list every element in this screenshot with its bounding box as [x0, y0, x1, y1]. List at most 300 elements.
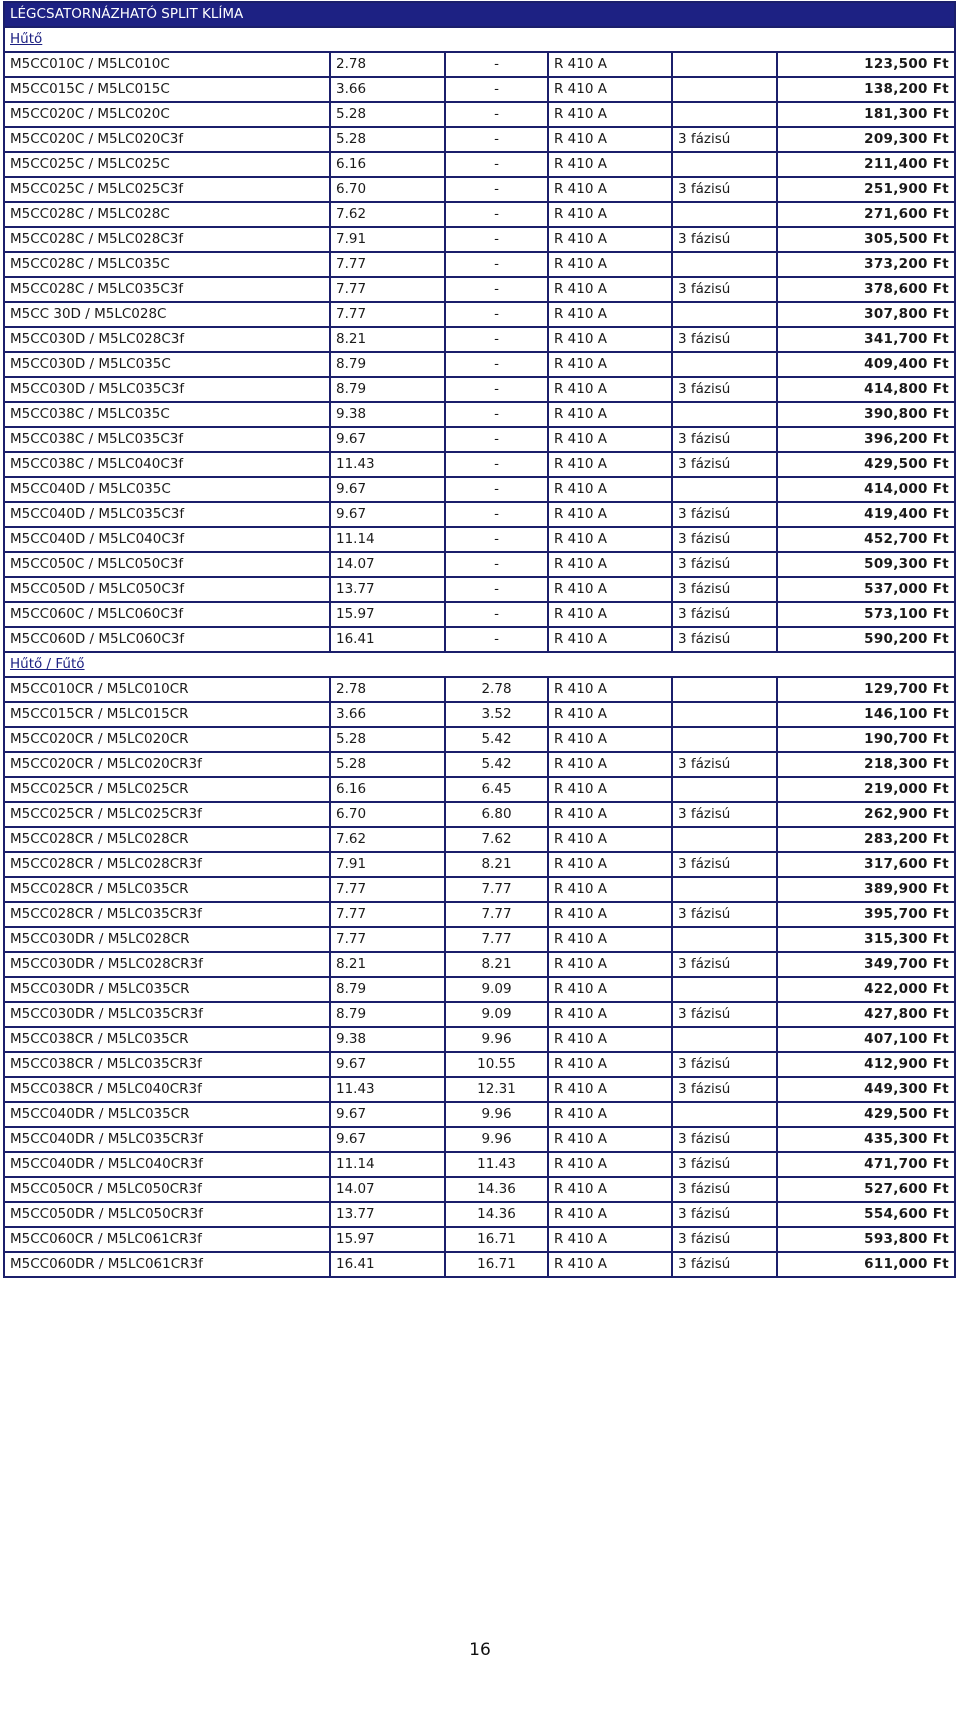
- refrigerant-cell: R 410 A: [548, 427, 672, 452]
- table-row: [4, 702, 955, 727]
- model-cell: M5CC020C / M5LC020C: [4, 102, 330, 127]
- table-row: [4, 902, 955, 927]
- cooling-capacity-cell: 7.77: [330, 902, 445, 927]
- cooling-capacity-cell: 8.21: [330, 952, 445, 977]
- heating-capacity-cell: 16.71: [445, 1227, 548, 1252]
- price-cell: 414,000 Ft: [777, 477, 955, 502]
- refrigerant-cell: R 410 A: [548, 1152, 672, 1177]
- model-cell: M5CC040D / M5LC035C: [4, 477, 330, 502]
- heating-capacity-cell: -: [445, 177, 548, 202]
- heating-capacity-cell: -: [445, 227, 548, 252]
- heating-capacity-cell: -: [445, 577, 548, 602]
- refrigerant-cell: R 410 A: [548, 252, 672, 277]
- table-row: [4, 727, 955, 752]
- cooling-capacity-cell: 9.67: [330, 1102, 445, 1127]
- heating-capacity-cell: -: [445, 302, 548, 327]
- phase-cell: 3 fázisú: [672, 952, 777, 977]
- model-cell: M5CC025CR / M5LC025CR: [4, 777, 330, 802]
- price-cell: 271,600 Ft: [777, 202, 955, 227]
- model-cell: M5CC030DR / M5LC035CR: [4, 977, 330, 1002]
- table-row: [4, 1227, 955, 1252]
- table-row: [4, 52, 955, 77]
- cooling-capacity-cell: 2.78: [330, 52, 445, 77]
- table-row: [4, 577, 955, 602]
- model-cell: M5CC060DR / M5LC061CR3f: [4, 1252, 330, 1277]
- table-row: [4, 827, 955, 852]
- cooling-capacity-cell: 14.07: [330, 552, 445, 577]
- cooling-capacity-cell: 9.67: [330, 427, 445, 452]
- model-cell: M5CC038C / M5LC040C3f: [4, 452, 330, 477]
- phase-cell: [672, 477, 777, 502]
- refrigerant-cell: R 410 A: [548, 1127, 672, 1152]
- phase-cell: 3 fázisú: [672, 852, 777, 877]
- price-cell: 590,200 Ft: [777, 627, 955, 652]
- refrigerant-cell: R 410 A: [548, 302, 672, 327]
- refrigerant-cell: R 410 A: [548, 1227, 672, 1252]
- price-cell: 422,000 Ft: [777, 977, 955, 1002]
- table-row: [4, 402, 955, 427]
- section-header-row: [4, 652, 955, 677]
- phase-cell: 3 fázisú: [672, 1202, 777, 1227]
- cooling-capacity-cell: 8.79: [330, 977, 445, 1002]
- refrigerant-cell: R 410 A: [548, 527, 672, 552]
- phase-cell: [672, 1027, 777, 1052]
- price-cell: 554,600 Ft: [777, 1202, 955, 1227]
- cooling-capacity-cell: 11.14: [330, 527, 445, 552]
- phase-cell: 3 fázisú: [672, 227, 777, 252]
- price-cell: 123,500 Ft: [777, 52, 955, 77]
- refrigerant-cell: R 410 A: [548, 102, 672, 127]
- cooling-capacity-cell: 8.79: [330, 352, 445, 377]
- phase-cell: [672, 152, 777, 177]
- heating-capacity-cell: -: [445, 127, 548, 152]
- phase-cell: 3 fázisú: [672, 552, 777, 577]
- table-row: [4, 1202, 955, 1227]
- table-row: [4, 502, 955, 527]
- table-row: [4, 1177, 955, 1202]
- refrigerant-cell: R 410 A: [548, 352, 672, 377]
- phase-cell: 3 fázisú: [672, 1077, 777, 1102]
- phase-cell: [672, 1102, 777, 1127]
- refrigerant-cell: R 410 A: [548, 1077, 672, 1102]
- cooling-capacity-cell: 9.38: [330, 402, 445, 427]
- table-row: [4, 452, 955, 477]
- cooling-capacity-cell: 6.70: [330, 802, 445, 827]
- heating-capacity-cell: 12.31: [445, 1077, 548, 1102]
- phase-cell: 3 fázisú: [672, 277, 777, 302]
- table-row: [4, 152, 955, 177]
- phase-cell: [672, 877, 777, 902]
- cooling-capacity-cell: 7.91: [330, 852, 445, 877]
- phase-cell: 3 fázisú: [672, 1177, 777, 1202]
- phase-cell: 3 fázisú: [672, 602, 777, 627]
- refrigerant-cell: R 410 A: [548, 127, 672, 152]
- table-row: [4, 1152, 955, 1177]
- price-cell: 190,700 Ft: [777, 727, 955, 752]
- cooling-capacity-cell: 13.77: [330, 1202, 445, 1227]
- model-cell: M5CC025C / M5LC025C: [4, 152, 330, 177]
- cooling-capacity-cell: 5.28: [330, 127, 445, 152]
- heating-capacity-cell: 8.21: [445, 952, 548, 977]
- heating-capacity-cell: 14.36: [445, 1177, 548, 1202]
- cooling-capacity-cell: 3.66: [330, 702, 445, 727]
- refrigerant-cell: R 410 A: [548, 177, 672, 202]
- phase-cell: [672, 402, 777, 427]
- model-cell: M5CC040DR / M5LC035CR: [4, 1102, 330, 1127]
- cooling-capacity-cell: 9.67: [330, 1052, 445, 1077]
- price-cell: 146,100 Ft: [777, 702, 955, 727]
- cooling-capacity-cell: 5.28: [330, 752, 445, 777]
- table-row: [4, 1052, 955, 1077]
- refrigerant-cell: R 410 A: [548, 802, 672, 827]
- refrigerant-cell: R 410 A: [548, 202, 672, 227]
- refrigerant-cell: R 410 A: [548, 477, 672, 502]
- cooling-capacity-cell: 7.77: [330, 927, 445, 952]
- heating-capacity-cell: 5.42: [445, 727, 548, 752]
- model-cell: M5CC030D / M5LC028C3f: [4, 327, 330, 352]
- phase-cell: 3 fázisú: [672, 802, 777, 827]
- table-row: [4, 177, 955, 202]
- table-row: [4, 677, 955, 702]
- heating-capacity-cell: -: [445, 602, 548, 627]
- heating-capacity-cell: -: [445, 202, 548, 227]
- table-row: [4, 927, 955, 952]
- price-cell: 262,900 Ft: [777, 802, 955, 827]
- heating-capacity-cell: 16.71: [445, 1252, 548, 1277]
- phase-cell: 3 fázisú: [672, 752, 777, 777]
- table-row: [4, 1002, 955, 1027]
- price-cell: 341,700 Ft: [777, 327, 955, 352]
- heating-capacity-cell: -: [445, 627, 548, 652]
- cooling-capacity-cell: 3.66: [330, 77, 445, 102]
- heating-capacity-cell: 9.96: [445, 1102, 548, 1127]
- table-row: [4, 952, 955, 977]
- table-row: [4, 852, 955, 877]
- heating-capacity-cell: 6.80: [445, 802, 548, 827]
- table-row: [4, 127, 955, 152]
- refrigerant-cell: R 410 A: [548, 1027, 672, 1052]
- heating-capacity-cell: -: [445, 427, 548, 452]
- price-cell: 611,000 Ft: [777, 1252, 955, 1277]
- heating-capacity-cell: 9.09: [445, 977, 548, 1002]
- model-cell: M5CC060C / M5LC060C3f: [4, 602, 330, 627]
- model-cell: M5CC010C / M5LC010C: [4, 52, 330, 77]
- cooling-capacity-cell: 11.14: [330, 1152, 445, 1177]
- model-cell: M5CC030DR / M5LC028CR3f: [4, 952, 330, 977]
- refrigerant-cell: R 410 A: [548, 452, 672, 477]
- price-cell: 593,800 Ft: [777, 1227, 955, 1252]
- phase-cell: [672, 77, 777, 102]
- model-cell: M5CC025C / M5LC025C3f: [4, 177, 330, 202]
- model-cell: M5CC028C / M5LC035C3f: [4, 277, 330, 302]
- table-row: [4, 802, 955, 827]
- heating-capacity-cell: -: [445, 452, 548, 477]
- heating-capacity-cell: 8.21: [445, 852, 548, 877]
- table-row: [4, 1102, 955, 1127]
- heating-capacity-cell: -: [445, 77, 548, 102]
- table-row: [4, 427, 955, 452]
- cooling-capacity-cell: 13.77: [330, 577, 445, 602]
- heating-capacity-cell: 9.09: [445, 1002, 548, 1027]
- price-cell: 429,500 Ft: [777, 452, 955, 477]
- cooling-capacity-cell: 11.43: [330, 1077, 445, 1102]
- heating-capacity-cell: -: [445, 377, 548, 402]
- phase-cell: 3 fázisú: [672, 627, 777, 652]
- price-cell: 390,800 Ft: [777, 402, 955, 427]
- model-cell: M5CC028C / M5LC028C3f: [4, 227, 330, 252]
- price-cell: 317,600 Ft: [777, 852, 955, 877]
- phase-cell: 3 fázisú: [672, 452, 777, 477]
- heating-capacity-cell: -: [445, 52, 548, 77]
- cooling-capacity-cell: 7.62: [330, 202, 445, 227]
- table-row: [4, 1027, 955, 1052]
- price-cell: 527,600 Ft: [777, 1177, 955, 1202]
- price-cell: 378,600 Ft: [777, 277, 955, 302]
- phase-cell: 3 fázisú: [672, 1252, 777, 1277]
- model-cell: M5CC050DR / M5LC050CR3f: [4, 1202, 330, 1227]
- phase-cell: [672, 202, 777, 227]
- cooling-capacity-cell: 7.62: [330, 827, 445, 852]
- model-cell: M5CC028C / M5LC028C: [4, 202, 330, 227]
- price-cell: 427,800 Ft: [777, 1002, 955, 1027]
- phase-cell: 3 fázisú: [672, 902, 777, 927]
- table-row: [4, 1077, 955, 1102]
- heating-capacity-cell: -: [445, 102, 548, 127]
- phase-cell: 3 fázisú: [672, 1127, 777, 1152]
- cooling-capacity-cell: 6.16: [330, 152, 445, 177]
- heating-capacity-cell: 7.62: [445, 827, 548, 852]
- price-cell: 307,800 Ft: [777, 302, 955, 327]
- phase-cell: 3 fázisú: [672, 502, 777, 527]
- price-cell: 138,200 Ft: [777, 77, 955, 102]
- table-row: [4, 352, 955, 377]
- price-cell: 414,800 Ft: [777, 377, 955, 402]
- heating-capacity-cell: -: [445, 477, 548, 502]
- phase-cell: [672, 827, 777, 852]
- heating-capacity-cell: -: [445, 352, 548, 377]
- phase-cell: 3 fázisú: [672, 1002, 777, 1027]
- price-cell: 449,300 Ft: [777, 1077, 955, 1102]
- price-table: [3, 1, 956, 1278]
- table-row: [4, 302, 955, 327]
- model-cell: M5CC015CR / M5LC015CR: [4, 702, 330, 727]
- refrigerant-cell: R 410 A: [548, 752, 672, 777]
- model-cell: M5CC040DR / M5LC035CR3f: [4, 1127, 330, 1152]
- section-title: Hűtő / Fűtő: [4, 652, 955, 677]
- heating-capacity-cell: 7.77: [445, 902, 548, 927]
- heating-capacity-cell: -: [445, 402, 548, 427]
- title-row: [4, 2, 955, 27]
- model-cell: M5CC010CR / M5LC010CR: [4, 677, 330, 702]
- price-cell: 509,300 Ft: [777, 552, 955, 577]
- refrigerant-cell: R 410 A: [548, 502, 672, 527]
- price-cell: 419,400 Ft: [777, 502, 955, 527]
- phase-cell: 3 fázisú: [672, 327, 777, 352]
- phase-cell: 3 fázisú: [672, 1227, 777, 1252]
- price-cell: 429,500 Ft: [777, 1102, 955, 1127]
- refrigerant-cell: R 410 A: [548, 402, 672, 427]
- heating-capacity-cell: -: [445, 252, 548, 277]
- price-cell: 407,100 Ft: [777, 1027, 955, 1052]
- heating-capacity-cell: 14.36: [445, 1202, 548, 1227]
- refrigerant-cell: R 410 A: [548, 977, 672, 1002]
- phase-cell: 3 fázisú: [672, 1052, 777, 1077]
- phase-cell: [672, 252, 777, 277]
- phase-cell: [672, 677, 777, 702]
- model-cell: M5CC038C / M5LC035C3f: [4, 427, 330, 452]
- model-cell: M5CC028C / M5LC035C: [4, 252, 330, 277]
- price-cell: 396,200 Ft: [777, 427, 955, 452]
- phase-cell: 3 fázisú: [672, 127, 777, 152]
- heating-capacity-cell: 5.42: [445, 752, 548, 777]
- cooling-capacity-cell: 11.43: [330, 452, 445, 477]
- cooling-capacity-cell: 7.77: [330, 277, 445, 302]
- model-cell: M5CC030DR / M5LC028CR: [4, 927, 330, 952]
- price-table-body: [4, 2, 955, 1277]
- price-cell: 389,900 Ft: [777, 877, 955, 902]
- refrigerant-cell: R 410 A: [548, 377, 672, 402]
- model-cell: M5CC028CR / M5LC035CR: [4, 877, 330, 902]
- refrigerant-cell: R 410 A: [548, 827, 672, 852]
- phase-cell: 3 fázisú: [672, 177, 777, 202]
- model-cell: M5CC050D / M5LC050C3f: [4, 577, 330, 602]
- table-row: [4, 627, 955, 652]
- cooling-capacity-cell: 9.38: [330, 1027, 445, 1052]
- refrigerant-cell: R 410 A: [548, 552, 672, 577]
- price-cell: 181,300 Ft: [777, 102, 955, 127]
- model-cell: M5CC028CR / M5LC028CR: [4, 827, 330, 852]
- refrigerant-cell: R 410 A: [548, 277, 672, 302]
- model-cell: M5CC038C / M5LC035C: [4, 402, 330, 427]
- heating-capacity-cell: 3.52: [445, 702, 548, 727]
- phase-cell: [672, 52, 777, 77]
- price-cell: 349,700 Ft: [777, 952, 955, 977]
- model-cell: M5CC060D / M5LC060C3f: [4, 627, 330, 652]
- heating-capacity-cell: 6.45: [445, 777, 548, 802]
- cooling-capacity-cell: 15.97: [330, 602, 445, 627]
- table-row: [4, 202, 955, 227]
- table-row: [4, 77, 955, 102]
- refrigerant-cell: R 410 A: [548, 952, 672, 977]
- price-cell: 211,400 Ft: [777, 152, 955, 177]
- table-row: [4, 777, 955, 802]
- refrigerant-cell: R 410 A: [548, 1177, 672, 1202]
- phase-cell: 3 fázisú: [672, 577, 777, 602]
- heating-capacity-cell: 7.77: [445, 877, 548, 902]
- price-cell: 452,700 Ft: [777, 527, 955, 552]
- price-cell: 471,700 Ft: [777, 1152, 955, 1177]
- cooling-capacity-cell: 16.41: [330, 627, 445, 652]
- price-cell: 219,000 Ft: [777, 777, 955, 802]
- table-row: [4, 252, 955, 277]
- price-cell: 315,300 Ft: [777, 927, 955, 952]
- cooling-capacity-cell: 8.79: [330, 1002, 445, 1027]
- refrigerant-cell: R 410 A: [548, 152, 672, 177]
- heating-capacity-cell: -: [445, 152, 548, 177]
- phase-cell: [672, 927, 777, 952]
- cooling-capacity-cell: 2.78: [330, 677, 445, 702]
- phase-cell: [672, 102, 777, 127]
- heating-capacity-cell: -: [445, 327, 548, 352]
- phase-cell: 3 fázisú: [672, 427, 777, 452]
- refrigerant-cell: R 410 A: [548, 1052, 672, 1077]
- cooling-capacity-cell: 7.91: [330, 227, 445, 252]
- price-cell: 373,200 Ft: [777, 252, 955, 277]
- price-cell: 409,400 Ft: [777, 352, 955, 377]
- refrigerant-cell: R 410 A: [548, 1202, 672, 1227]
- table-row: [4, 602, 955, 627]
- price-cell: 395,700 Ft: [777, 902, 955, 927]
- cooling-capacity-cell: 7.77: [330, 877, 445, 902]
- heating-capacity-cell: 11.43: [445, 1152, 548, 1177]
- cooling-capacity-cell: 6.16: [330, 777, 445, 802]
- model-cell: M5CC050C / M5LC050C3f: [4, 552, 330, 577]
- table-row: [4, 877, 955, 902]
- section-title: Hűtő: [4, 27, 955, 52]
- refrigerant-cell: R 410 A: [548, 852, 672, 877]
- price-cell: 129,700 Ft: [777, 677, 955, 702]
- cooling-capacity-cell: 16.41: [330, 1252, 445, 1277]
- price-cell: 412,900 Ft: [777, 1052, 955, 1077]
- cooling-capacity-cell: 8.79: [330, 377, 445, 402]
- cooling-capacity-cell: 15.97: [330, 1227, 445, 1252]
- cooling-capacity-cell: 5.28: [330, 102, 445, 127]
- model-cell: M5CC020CR / M5LC020CR: [4, 727, 330, 752]
- price-cell: 537,000 Ft: [777, 577, 955, 602]
- price-cell: 218,300 Ft: [777, 752, 955, 777]
- refrigerant-cell: R 410 A: [548, 677, 672, 702]
- model-cell: M5CC040D / M5LC040C3f: [4, 527, 330, 552]
- model-cell: M5CC038CR / M5LC040CR3f: [4, 1077, 330, 1102]
- cooling-capacity-cell: 7.77: [330, 302, 445, 327]
- refrigerant-cell: R 410 A: [548, 1002, 672, 1027]
- refrigerant-cell: R 410 A: [548, 577, 672, 602]
- table-row: [4, 1252, 955, 1277]
- cooling-capacity-cell: 8.21: [330, 327, 445, 352]
- price-cell: 283,200 Ft: [777, 827, 955, 852]
- refrigerant-cell: R 410 A: [548, 902, 672, 927]
- model-cell: M5CC020CR / M5LC020CR3f: [4, 752, 330, 777]
- refrigerant-cell: R 410 A: [548, 602, 672, 627]
- refrigerant-cell: R 410 A: [548, 77, 672, 102]
- heating-capacity-cell: -: [445, 502, 548, 527]
- phase-cell: 3 fázisú: [672, 377, 777, 402]
- section-header-row: [4, 27, 955, 52]
- heating-capacity-cell: -: [445, 552, 548, 577]
- model-cell: M5CC038CR / M5LC035CR3f: [4, 1052, 330, 1077]
- phase-cell: [672, 977, 777, 1002]
- refrigerant-cell: R 410 A: [548, 1252, 672, 1277]
- model-cell: M5CC038CR / M5LC035CR: [4, 1027, 330, 1052]
- model-cell: M5CC015C / M5LC015C: [4, 77, 330, 102]
- heating-capacity-cell: 7.77: [445, 927, 548, 952]
- model-cell: M5CC028CR / M5LC035CR3f: [4, 902, 330, 927]
- model-cell: M5CC050CR / M5LC050CR3f: [4, 1177, 330, 1202]
- cooling-capacity-cell: 14.07: [330, 1177, 445, 1202]
- refrigerant-cell: R 410 A: [548, 702, 672, 727]
- phase-cell: 3 fázisú: [672, 527, 777, 552]
- cooling-capacity-cell: 6.70: [330, 177, 445, 202]
- refrigerant-cell: R 410 A: [548, 727, 672, 752]
- phase-cell: [672, 777, 777, 802]
- refrigerant-cell: R 410 A: [548, 627, 672, 652]
- heating-capacity-cell: 10.55: [445, 1052, 548, 1077]
- model-cell: M5CC 30D / M5LC028C: [4, 302, 330, 327]
- table-row: [4, 377, 955, 402]
- refrigerant-cell: R 410 A: [548, 777, 672, 802]
- heating-capacity-cell: 9.96: [445, 1127, 548, 1152]
- model-cell: M5CC030D / M5LC035C: [4, 352, 330, 377]
